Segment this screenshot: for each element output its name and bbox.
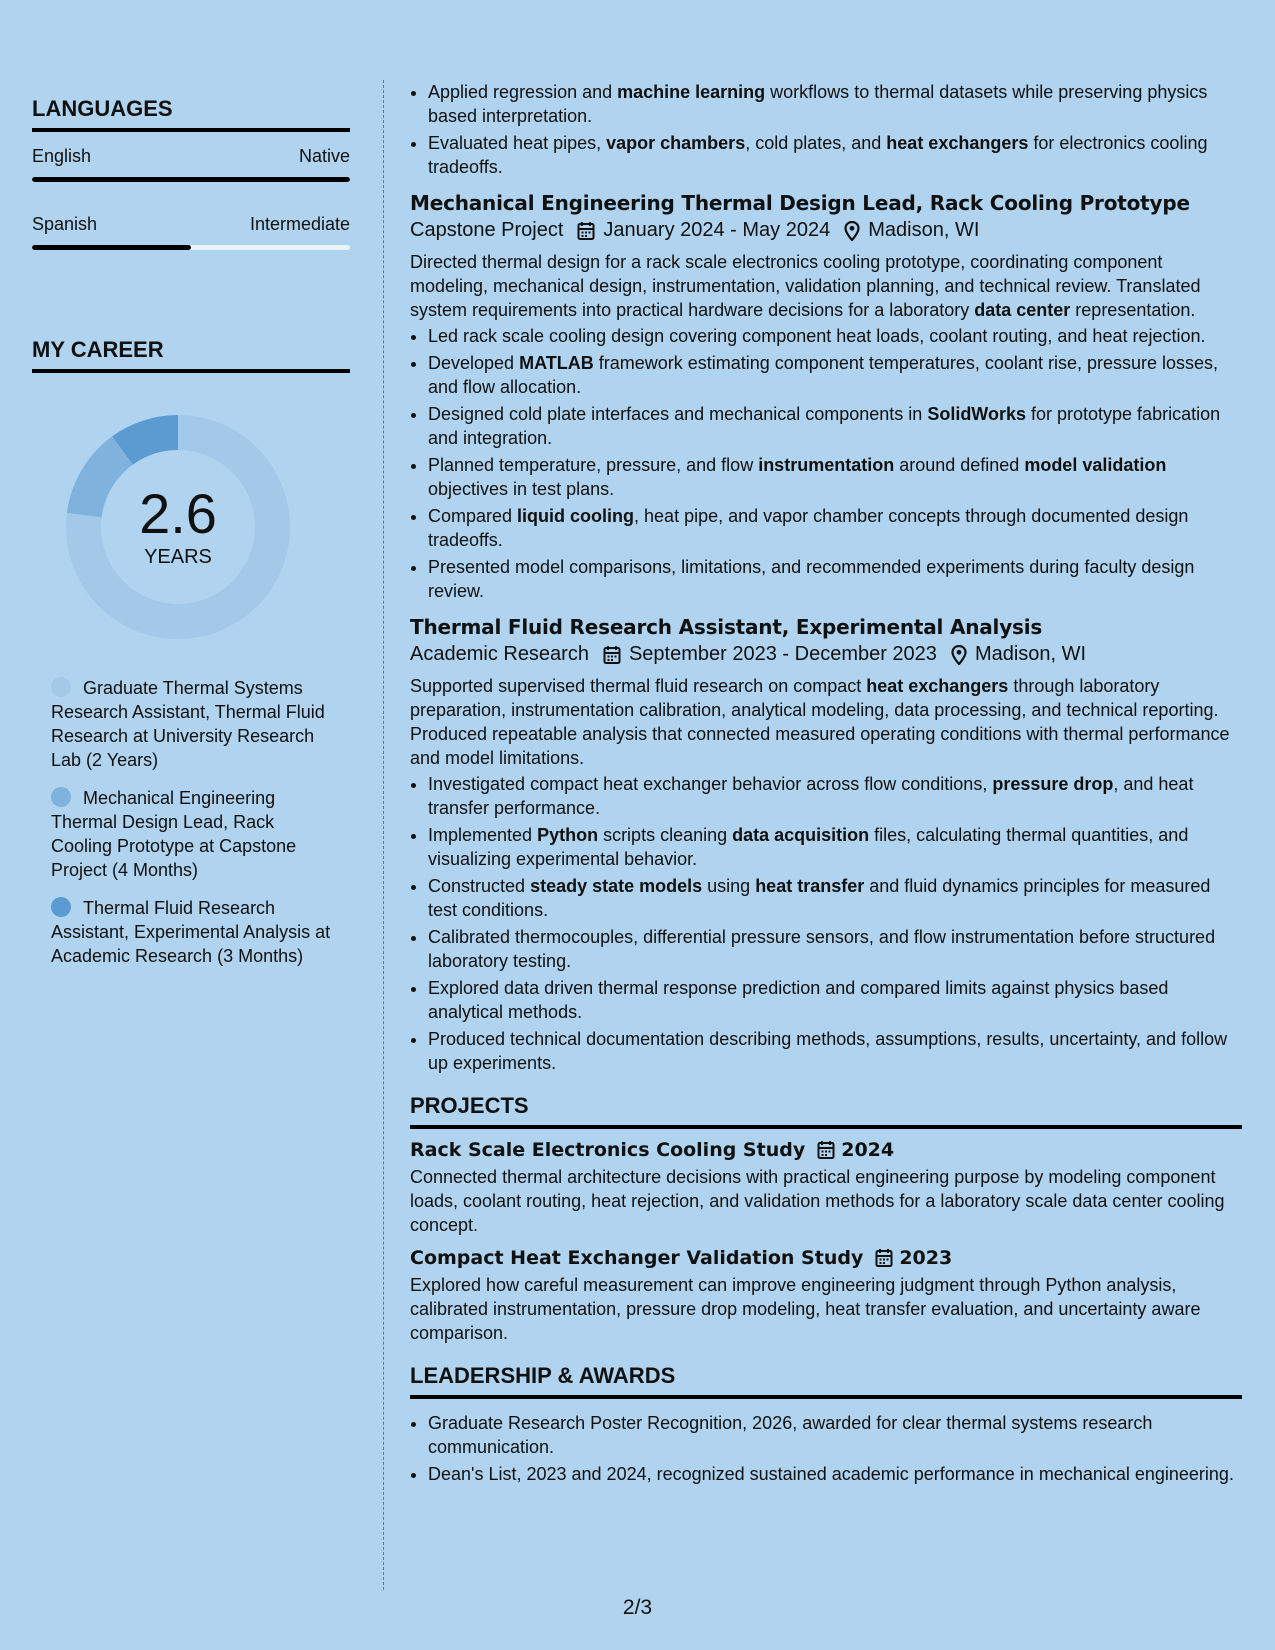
location-pin-icon (844, 221, 860, 241)
bullet-item: • Planned temperature, pressure, and flow instrumentation around defined model validation objectives in test plans. (428, 453, 1242, 501)
job-title: Mechanical Engineering Thermal Design Lead, Rack Cooling Prototype (410, 191, 1190, 215)
bullet-item: • Designed cold plate interfaces and mechanical components in SolidWorks for prototype fabrication and integration. (428, 402, 1242, 450)
awards-list (410, 1411, 1242, 1486)
job-meta (410, 219, 1242, 242)
bullet-item: • Presented model comparisons, limitations, and recommended experiments during faculty design review. (428, 555, 1242, 603)
career-donut-chart (66, 415, 290, 639)
language-proficiency-fill (32, 245, 191, 250)
job-organization: Academic Research (410, 643, 589, 665)
career-legend (51, 676, 331, 982)
legend-dot-icon (51, 897, 71, 917)
bullet-item: • Constructed steady state models using heat transfer and fluid dynamics principles for measured test conditions. (428, 874, 1242, 922)
awards-section (410, 1363, 1242, 1486)
bullet-item: • Calibrated thermocouples, differential pressure sensors, and flow instrumentation before structured laboratory testing. (428, 925, 1242, 973)
project-year: 2023 (899, 1247, 953, 1269)
career-legend-label: Graduate Thermal Systems Research Assistant, Thermal Fluid Research at University Research Lab (2 Years) (51, 678, 325, 770)
calendar-icon (875, 1248, 893, 1268)
bullet-item: • Led rack scale cooling design covering component heat loads, coolant routing, and heat rejection. (428, 324, 1242, 348)
job-description: Directed thermal design for a rack scale electronics cooling prototype, coordinating component modeling, mechanical design, instrumentation, validation planning, and technical review. Translated system requirements into practical hardware decisions for a laboratory data center representation. (410, 252, 1201, 320)
bullet-item: • Implemented Python scripts cleaning data acquisition files, calculating thermal quantities, and visualizing experimental behavior. (428, 823, 1242, 871)
project-title-row (410, 1247, 1242, 1269)
project-title: Compact Heat Exchanger Validation Study (410, 1247, 864, 1269)
job-title: Thermal Fluid Research Assistant, Experimental Analysis (410, 615, 1043, 639)
bullet-item: • Developed MATLAB framework estimating component temperatures, coolant rise, pressure losses, and flow allocation. (428, 351, 1242, 399)
job-meta (410, 643, 1242, 666)
calendar-icon (577, 221, 595, 241)
language-row (32, 214, 350, 235)
project-year: 2024 (841, 1139, 895, 1161)
languages-section (32, 96, 350, 250)
previous-job-bullets (410, 80, 1242, 179)
career-legend-label: Thermal Fluid Research Assistant, Experimental Analysis at Academic Research (3 Months) (51, 898, 331, 966)
job-entry (410, 615, 1242, 1075)
location-pin-icon (951, 645, 967, 665)
language-level: Native (298, 146, 350, 166)
bullet-item: • Produced technical documentation describing methods, assumptions, results, uncertainty, and follow up experiments. (428, 1027, 1242, 1075)
calendar-icon (603, 645, 621, 665)
career-total-value: 2.6 (139, 481, 217, 545)
languages-heading: LANGUAGES (32, 96, 350, 132)
projects-heading: PROJECTS (410, 1093, 1242, 1129)
project-title: Rack Scale Electronics Cooling Study (410, 1139, 806, 1161)
bullet-item: • Investigated compact heat exchanger behavior across flow conditions, pressure drop, and heat transfer performance. (428, 772, 1242, 820)
job-bullets (410, 324, 1242, 603)
job-bullets (410, 772, 1242, 1075)
job-organization: Capstone Project (410, 219, 564, 241)
job-location: Madison, WI (974, 643, 1087, 665)
career-heading: MY CAREER (32, 337, 350, 373)
job-description: Supported supervised thermal fluid research on compact heat exchangers through laboratory preparation, instrumentation calibration, analytical modeling, data processing, and technical reporting. Produced repeatable analysis that connected measured operating conditions with thermal performance and model limitations. (410, 676, 1230, 768)
language-proficiency-fill (32, 177, 350, 182)
career-section (32, 337, 350, 373)
page-number: 2/3 (622, 1596, 653, 1619)
career-legend-label: Mechanical Engineering Thermal Design Lead, Rack Cooling Prototype at Capstone Project (4 Months) (51, 788, 297, 880)
job-entry (410, 191, 1242, 603)
language-name: Spanish (32, 214, 98, 234)
language-level: Intermediate (249, 214, 350, 234)
career-legend-item (51, 676, 331, 772)
award-item: • Graduate Research Poster Recognition, 2026, awarded for clear thermal systems research communication. (428, 1411, 1242, 1459)
project-description: Explored how careful measurement can improve engineering judgment through Python analysis, calibrated instrumentation, pressure drop modeling, heat transfer evaluation, and uncertainty aware comparison. (410, 1275, 1201, 1343)
column-divider (383, 80, 384, 1590)
project-title-row (410, 1139, 1242, 1161)
language-name: English (32, 146, 92, 166)
career-legend-item (51, 786, 331, 882)
job-dates: January 2024 - May 2024 (603, 219, 831, 241)
career-legend-item (51, 896, 331, 968)
career-total-unit: YEARS (144, 545, 212, 568)
project-entry (410, 1139, 1242, 1237)
bullet-item: • Applied regression and machine learning workflows to thermal datasets while preserving physics based interpretation. (428, 80, 1242, 128)
language-row (32, 146, 350, 167)
award-item: • Dean's List, 2023 and 2024, recognized sustained academic performance in mechanical engineering. (428, 1462, 1242, 1486)
project-description: Connected thermal architecture decisions with practical engineering purpose by modeling component loads, coolant routing, heat rejection, and validation methods for a laboratory scale data center cooling concept. (410, 1167, 1225, 1235)
project-entry (410, 1247, 1242, 1345)
awards-heading: LEADERSHIP & AWARDS (410, 1363, 1242, 1399)
calendar-icon (817, 1140, 835, 1160)
main-column (410, 80, 1242, 1489)
job-location: Madison, WI (868, 219, 980, 241)
bullet-item: • Explored data driven thermal response prediction and compared limits against physics based analytical methods. (428, 976, 1242, 1024)
language-proficiency-bar (32, 245, 350, 250)
job-dates: September 2023 - December 2023 (628, 643, 937, 665)
projects-section (410, 1093, 1242, 1345)
bullet-item: • Evaluated heat pipes, vapor chambers, cold plates, and heat exchangers for electronics cooling tradeoffs. (428, 131, 1242, 179)
language-proficiency-bar (32, 177, 350, 182)
bullet-item: • Compared liquid cooling, heat pipe, and vapor chamber concepts through documented design tradeoffs. (428, 504, 1242, 552)
legend-dot-icon (51, 677, 71, 697)
legend-dot-icon (51, 787, 71, 807)
